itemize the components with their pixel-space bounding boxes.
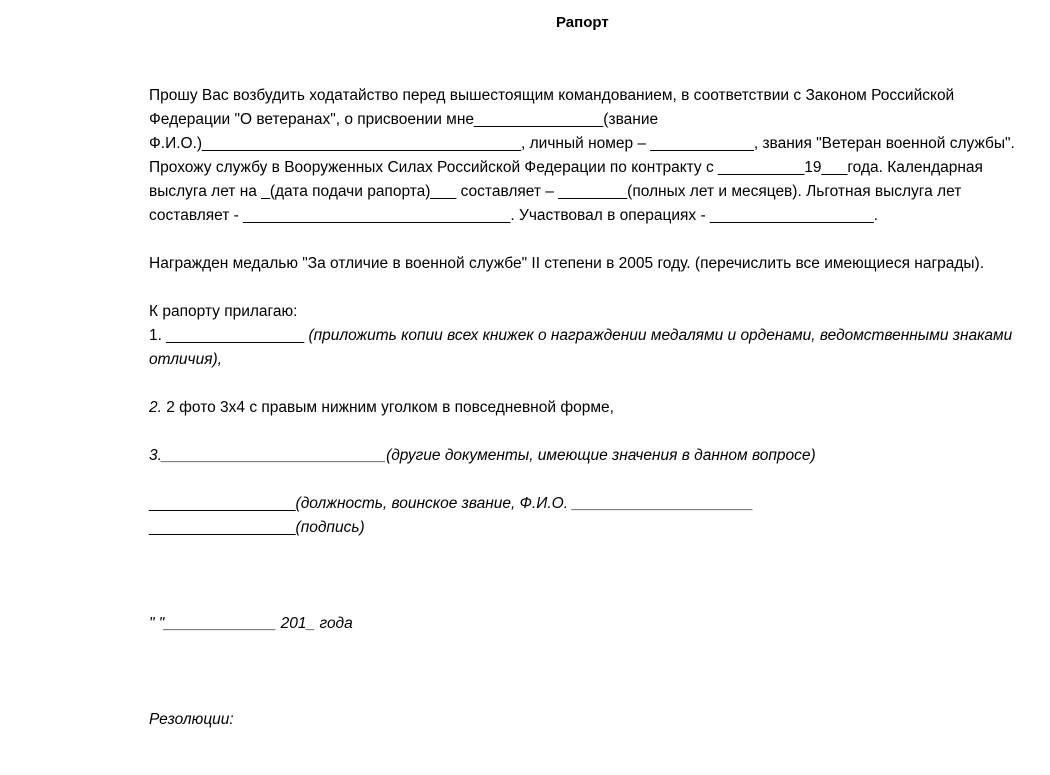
signature-sign-blank: _________________ bbox=[149, 519, 296, 536]
signature-sign-line bbox=[149, 518, 365, 538]
attachments-heading: К рапорту прилагаю: bbox=[149, 303, 298, 320]
attachment-1 bbox=[149, 326, 1012, 346]
attachment-3-description: (другие документы, имеющие значения в данном вопросе) bbox=[386, 447, 816, 464]
body-line-1: Прошу Вас возбудить ходатайство перед вышестоящим командованием, в соответствии с Законом Российской bbox=[149, 87, 955, 104]
body-line-6: составляет - _______________________________. Участвовал в операциях - ___________________. bbox=[149, 207, 879, 224]
signature-sign-label: (подпись) bbox=[295, 519, 365, 536]
resolutions-label: Резолюции: bbox=[149, 711, 234, 728]
body-line-2: Федерации "О ветеранах", о присвоении мне_______________(звание bbox=[149, 111, 659, 128]
attachment-3-prefix: 3.__________________________ bbox=[149, 447, 387, 464]
body-line-4: Прохожу службу в Вооруженных Силах Российской Федерации по контракту с __________19___года. Календарная bbox=[149, 159, 983, 176]
attachment-1-continuation: отличия), bbox=[149, 351, 222, 368]
document-title: Рапорт bbox=[556, 14, 609, 31]
attachment-3 bbox=[149, 446, 816, 466]
awards-line: Награжден медалью "За отличие в военной службе" II степени в 2005 году. (перечислить все имеющиеся награды). bbox=[149, 255, 984, 272]
signature-position-blank: _________________ bbox=[149, 495, 296, 512]
attachment-2-text: 2 фото 3х4 с правым нижним уголком в повседневной форме, bbox=[161, 399, 614, 416]
signature-position-line bbox=[149, 494, 753, 514]
attachment-2-number: 2. bbox=[149, 399, 162, 416]
attachment-2 bbox=[149, 398, 614, 418]
attachment-1-prefix: 1. ________________ bbox=[149, 327, 309, 344]
body-line-3: Ф.И.О.)_____________________________________, личный номер – ____________, звания "Ветеран военной службы". bbox=[149, 135, 1015, 152]
attachment-1-description: (приложить копии всех книжек о награждении медалями и орденами, ведомственными знаками bbox=[308, 327, 1013, 344]
signature-position-label: (должность, воинское звание, Ф.И.О. _____________________ bbox=[295, 495, 754, 512]
date-line: " "_____________ 201_ года bbox=[149, 615, 353, 632]
body-line-5: выслуга лет на _(дата подачи рапорта)___ составляет – ________(полных лет и месяцев). Льготная выслуга лет bbox=[149, 183, 962, 200]
